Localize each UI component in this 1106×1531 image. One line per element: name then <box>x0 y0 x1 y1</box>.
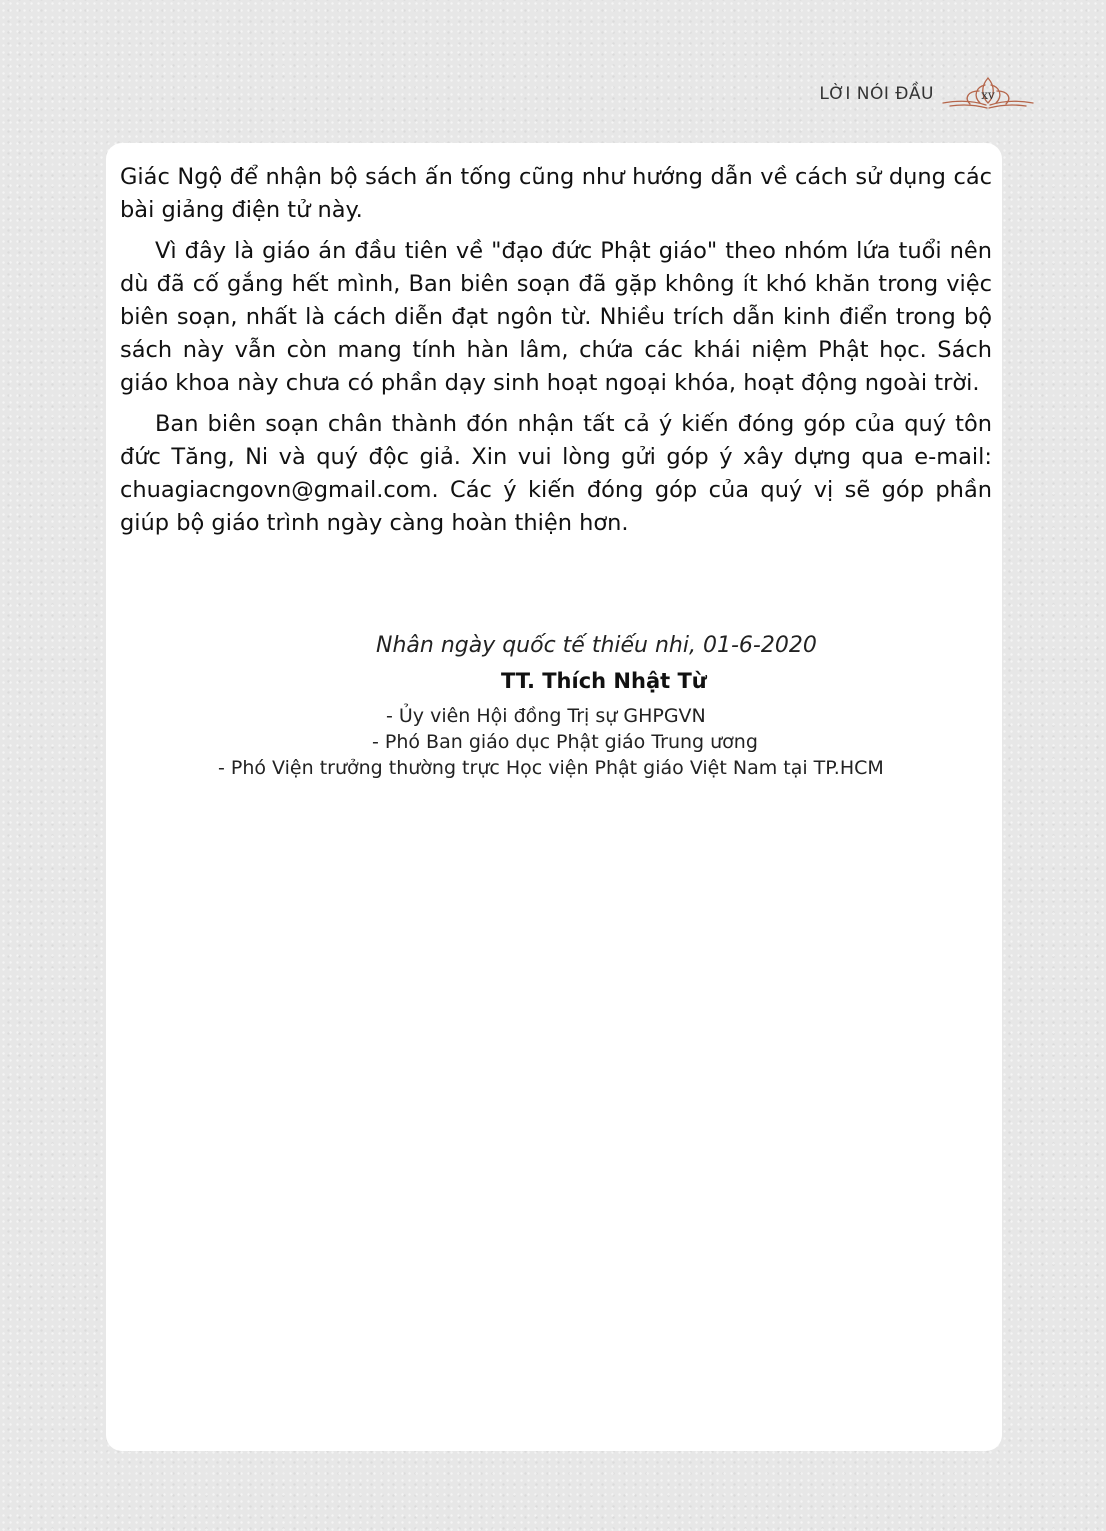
paragraph: Vì đây là giáo án đầu tiên về "đạo đức Phật giáo" theo nhóm lứa tuổi nên dù đã cố gắng hết mình, Ban biên soạn đã gặp không ít khó khăn trong việc biên soạn, nhất là cách diễn đạt ngôn từ. Nhiều trích dẫn kinh điển trong bộ sách này vẫn còn mang tính hàn lâm, chứa các khái niệm Phật học. Sách giáo khoa này chưa có phần dạy sinh hoạt ngoại khóa, hoạt động ngoài trời. <box>120 238 992 396</box>
page-number: xv <box>981 88 995 102</box>
chapter-title: LỜI NÓI ĐẦU <box>819 84 934 104</box>
body-text <box>120 161 992 548</box>
content-panel <box>106 143 1002 1451</box>
lotus-ornament <box>940 76 1036 112</box>
author-title: - Ủy viên Hội đồng Trị sự GHPGVN <box>386 705 706 727</box>
running-header <box>819 76 1036 112</box>
author-title: - Phó Ban giáo dục Phật giáo Trung ương <box>372 731 758 753</box>
author-name: TT. Thích Nhật Từ <box>501 669 707 693</box>
signature-date: Nhân ngày quốc tế thiếu nhi, 01-6-2020 <box>376 633 817 658</box>
paragraph: Ban biên soạn chân thành đón nhận tất cả ý kiến đóng góp của quý tôn đức Tăng, Ni và quý độc giả. Xin vui lòng gửi góp ý xây dựng qua e-mail: chuagiacngovn@gmail.com. Các ý kiến đóng góp của quý vị sẽ góp phần giúp bộ giáo trình ngày càng hoàn thiện hơn. <box>120 411 992 536</box>
paragraph: Giác Ngộ để nhận bộ sách ấn tống cũng như hướng dẫn về cách sử dụng các bài giảng điện tử này. <box>120 164 992 223</box>
author-title: - Phó Viện trưởng thường trực Học viện Phật giáo Việt Nam tại TP.HCM <box>218 757 884 779</box>
